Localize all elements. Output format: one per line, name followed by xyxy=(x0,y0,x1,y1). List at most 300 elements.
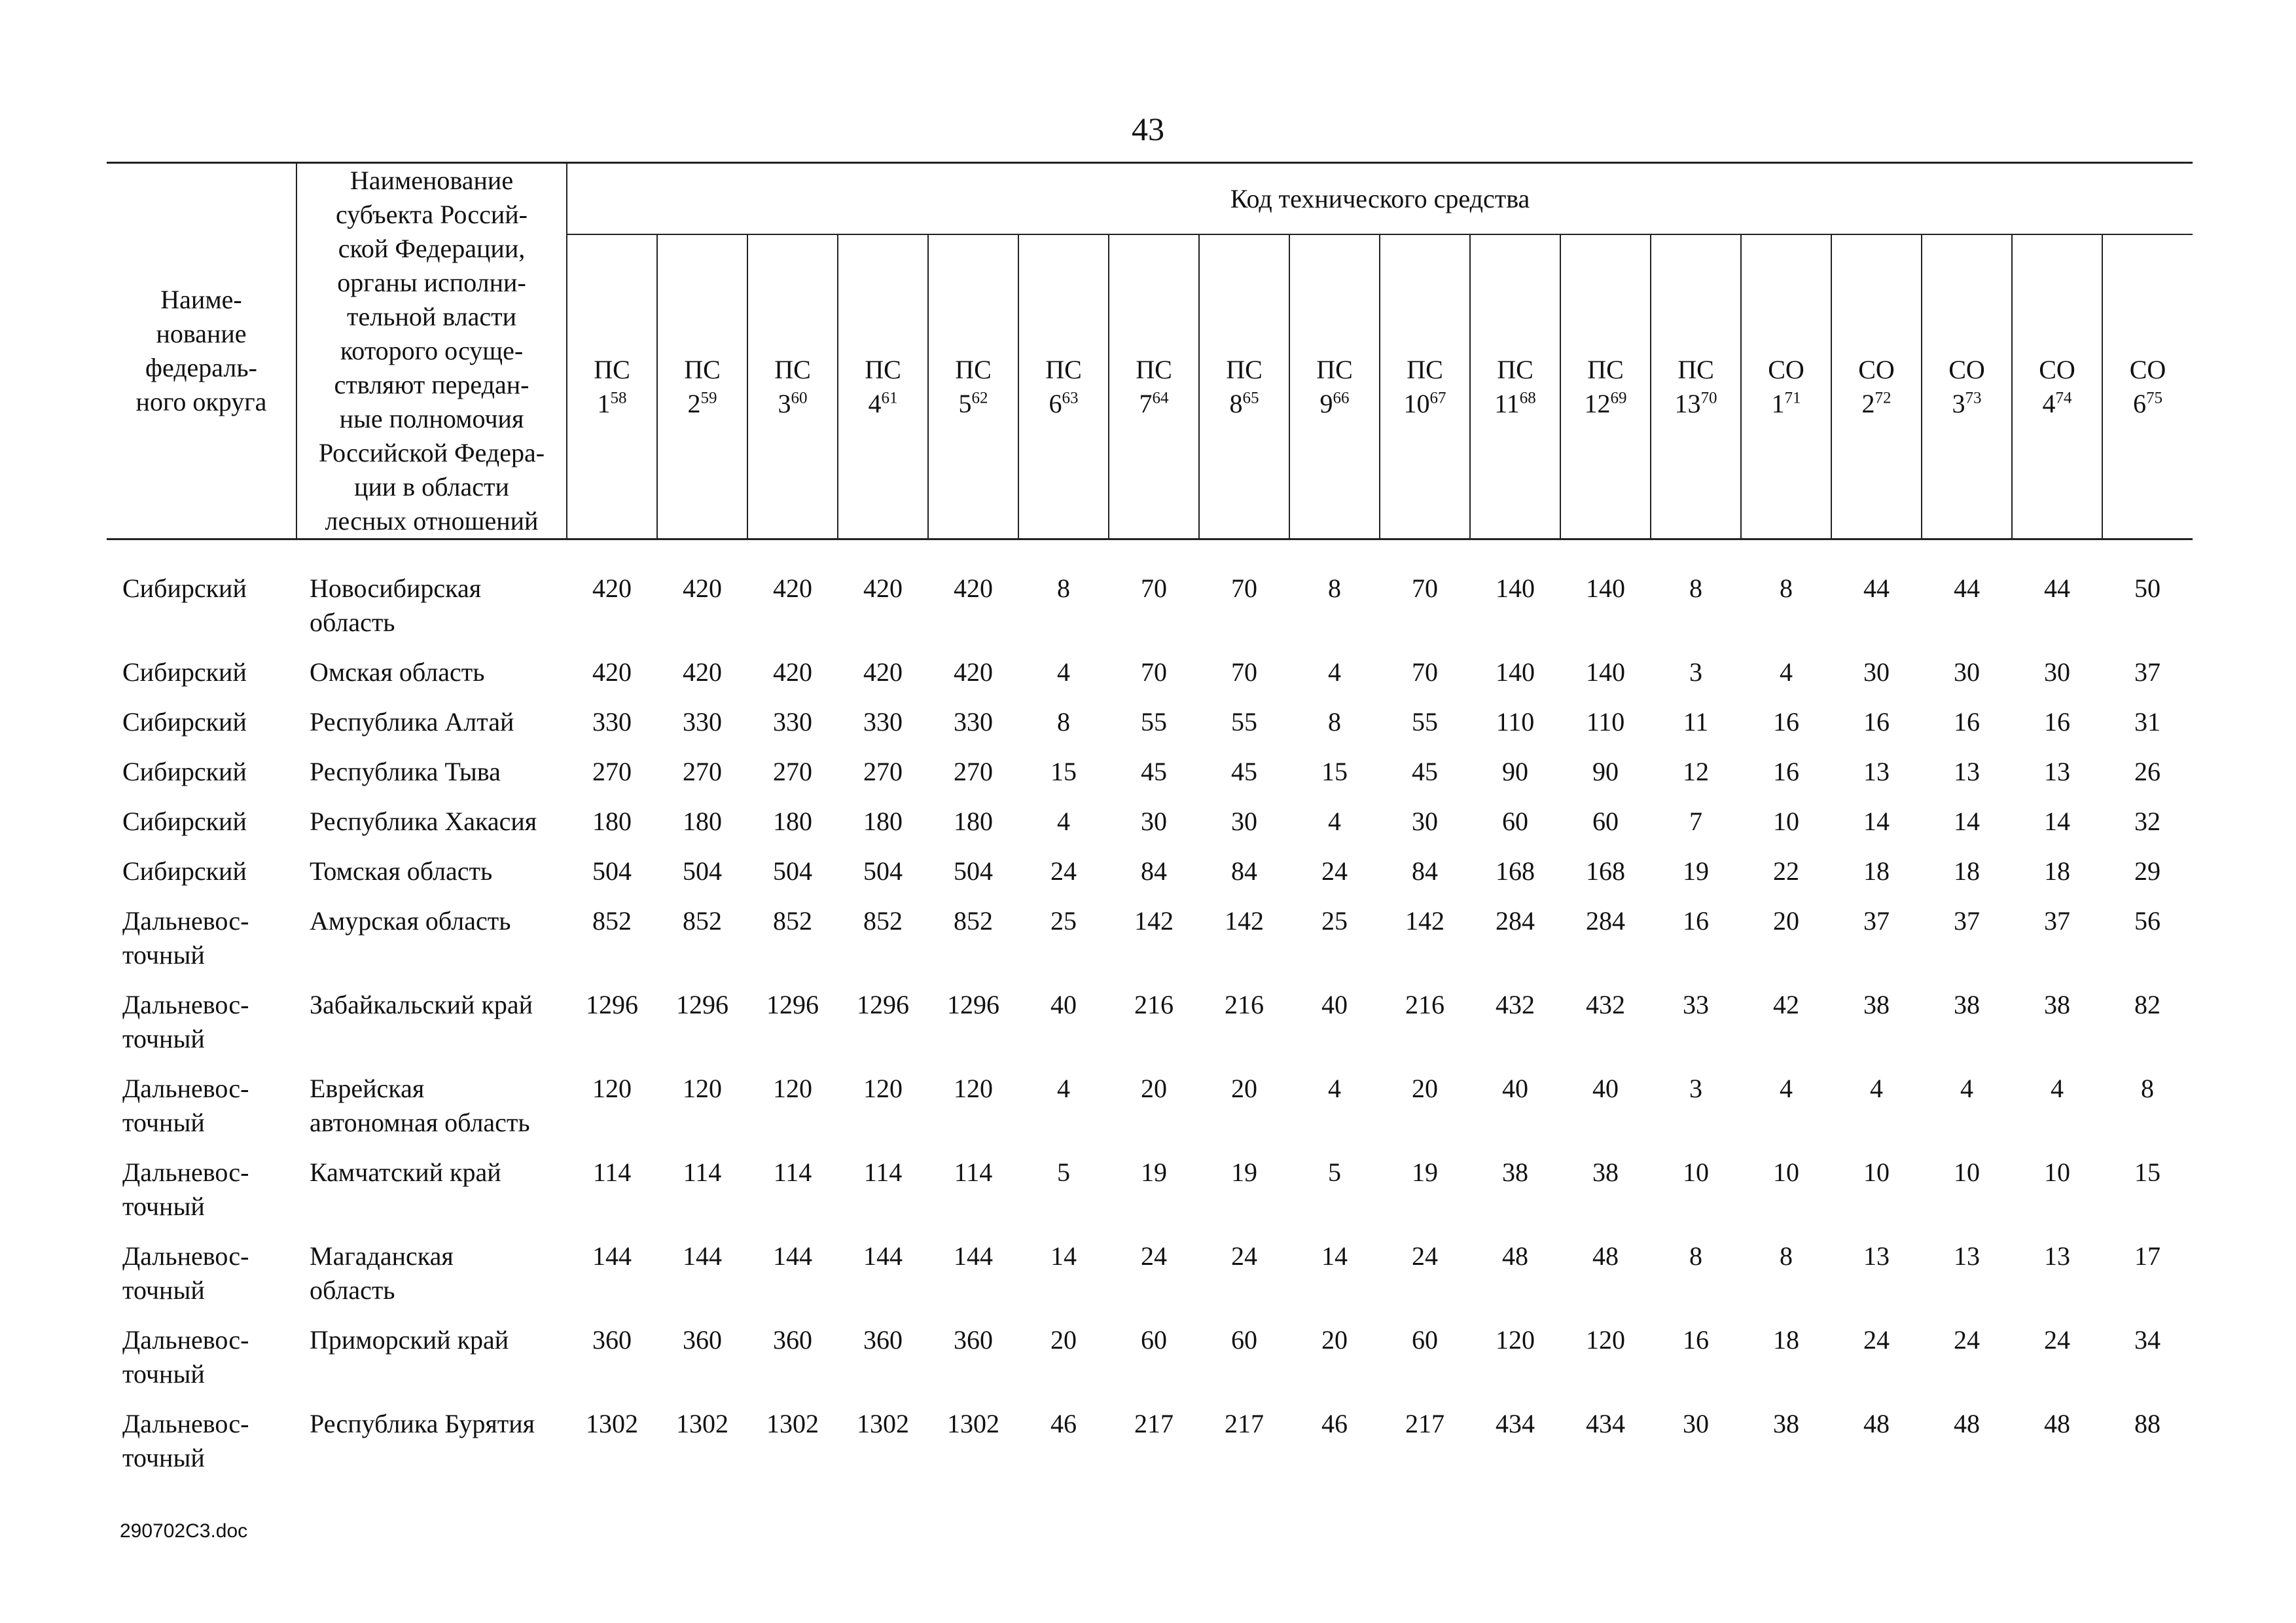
value-cell: 16 xyxy=(1683,906,1709,936)
value-cell: 144 xyxy=(954,1241,993,1271)
code-number xyxy=(1200,387,1289,421)
value-cell: 70 xyxy=(1141,574,1167,603)
value-cell: 216 xyxy=(1405,990,1444,1019)
value-cell: 70 xyxy=(1231,574,1257,603)
value-cell: 14 xyxy=(1863,807,1890,836)
value-cell: 432 xyxy=(1586,990,1625,1019)
code-footnote: 63 xyxy=(1062,389,1079,407)
code-label: СО xyxy=(2129,354,2166,384)
value-cell: 420 xyxy=(863,657,903,687)
value-cell: 14 xyxy=(1954,807,1980,836)
code-label: ПС xyxy=(684,354,721,384)
value-cell: 33 xyxy=(1683,990,1709,1019)
code-number xyxy=(1471,387,1560,421)
value-cell: 38 xyxy=(1773,1409,1799,1438)
header-code-group: Код технического средства xyxy=(567,163,2193,235)
header-row-top xyxy=(107,163,2193,235)
code-number xyxy=(1561,387,1650,421)
subject-cell: Томская область xyxy=(310,856,493,886)
code-number xyxy=(1109,387,1198,421)
code-index: 11 xyxy=(1494,388,1520,418)
value-cell: 1302 xyxy=(857,1409,909,1438)
value-cell: 8 xyxy=(1328,574,1341,603)
value-cell: 60 xyxy=(1231,1325,1257,1355)
value-cell: 60 xyxy=(1141,1325,1167,1355)
value-cell: 434 xyxy=(1496,1409,1535,1438)
code-number xyxy=(748,387,837,421)
table-row xyxy=(107,699,2193,748)
value-cell: 24 xyxy=(1412,1241,1438,1271)
code-index: 2 xyxy=(687,388,701,418)
value-cell: 4 xyxy=(1960,1074,1973,1103)
value-cell: 8 xyxy=(1057,574,1070,603)
value-cell: 82 xyxy=(2134,990,2161,1019)
code-footnote: 65 xyxy=(1242,389,1259,407)
value-cell: 60 xyxy=(1502,807,1528,836)
value-cell: 504 xyxy=(683,856,722,886)
subject-cell: Амурская область xyxy=(310,906,511,936)
code-index: 2 xyxy=(1861,388,1875,418)
value-cell: 38 xyxy=(1592,1158,1619,1187)
district-cell: Дальневос- точный xyxy=(122,990,249,1053)
header-code-4 xyxy=(838,234,928,539)
value-cell: 7 xyxy=(1689,807,1702,836)
code-footnote: 75 xyxy=(2146,389,2163,407)
value-cell: 1296 xyxy=(766,990,819,1019)
value-cell: 360 xyxy=(863,1325,903,1355)
value-cell: 180 xyxy=(773,807,812,836)
value-cell: 120 xyxy=(683,1074,722,1103)
code-number xyxy=(658,387,747,421)
value-cell: 1296 xyxy=(586,990,638,1019)
value-cell: 70 xyxy=(1141,657,1167,687)
value-cell: 40 xyxy=(1592,1074,1619,1103)
value-cell: 1296 xyxy=(676,990,728,1019)
code-label: ПС xyxy=(1677,354,1714,384)
value-cell: 120 xyxy=(592,1074,632,1103)
code-number xyxy=(1290,387,1379,421)
value-cell: 60 xyxy=(1412,1325,1438,1355)
header-code-7 xyxy=(1109,234,1199,539)
district-cell: Сибирский xyxy=(122,856,247,886)
value-cell: 24 xyxy=(1231,1241,1257,1271)
value-cell: 88 xyxy=(2134,1409,2161,1438)
value-cell: 180 xyxy=(954,807,993,836)
value-cell: 217 xyxy=(1225,1409,1264,1438)
table-row xyxy=(107,565,2193,649)
code-label: ПС xyxy=(955,354,992,384)
value-cell: 217 xyxy=(1405,1409,1444,1438)
value-cell: 10 xyxy=(1954,1158,1980,1187)
value-cell: 25 xyxy=(1050,906,1077,936)
code-footnote: 74 xyxy=(2055,389,2072,407)
value-cell: 8 xyxy=(1689,1241,1702,1271)
table-row xyxy=(107,1149,2193,1233)
code-index: 3 xyxy=(778,388,791,418)
code-label: СО xyxy=(2039,354,2075,384)
value-cell: 168 xyxy=(1586,856,1625,886)
value-cell: 15 xyxy=(1321,757,1348,786)
subject-cell: Омская область xyxy=(310,657,485,687)
value-cell: 55 xyxy=(1141,707,1167,737)
subject-cell: Магаданская область xyxy=(310,1241,454,1305)
value-cell: 330 xyxy=(592,707,632,737)
value-cell: 4 xyxy=(1780,657,1793,687)
value-cell: 48 xyxy=(2044,1409,2070,1438)
code-label: ПС xyxy=(1587,354,1624,384)
value-cell: 12 xyxy=(1683,757,1709,786)
code-footnote: 64 xyxy=(1152,389,1169,407)
value-cell: 142 xyxy=(1134,906,1174,936)
value-cell: 852 xyxy=(773,906,812,936)
header-code-15 xyxy=(1831,234,1922,539)
value-cell: 20 xyxy=(1773,906,1799,936)
district-cell: Дальневос- точный xyxy=(122,1241,249,1305)
value-cell: 110 xyxy=(1586,707,1625,737)
value-cell: 48 xyxy=(1863,1409,1890,1438)
value-cell: 852 xyxy=(863,906,903,936)
header-code-16 xyxy=(1922,234,2012,539)
value-cell: 8 xyxy=(1780,574,1793,603)
value-cell: 30 xyxy=(1141,807,1167,836)
value-cell: 4 xyxy=(1870,1074,1883,1103)
subject-cell: Еврейская автономная область xyxy=(310,1074,530,1137)
value-cell: 852 xyxy=(954,906,993,936)
value-cell: 3 xyxy=(1689,1074,1702,1103)
value-cell: 4 xyxy=(2051,1074,2064,1103)
value-cell: 84 xyxy=(1231,856,1257,886)
value-cell: 140 xyxy=(1496,657,1535,687)
value-cell: 44 xyxy=(1954,574,1980,603)
value-cell: 40 xyxy=(1321,990,1348,1019)
value-cell: 90 xyxy=(1502,757,1528,786)
value-cell: 46 xyxy=(1050,1409,1077,1438)
table-row xyxy=(107,798,2193,848)
code-number xyxy=(567,387,656,421)
value-cell: 30 xyxy=(2044,657,2070,687)
value-cell: 20 xyxy=(1412,1074,1438,1103)
header-code-12 xyxy=(1560,234,1651,539)
value-cell: 24 xyxy=(1141,1241,1167,1271)
header-code-5 xyxy=(928,234,1018,539)
value-cell: 10 xyxy=(1683,1158,1709,1187)
page-number: 43 xyxy=(1132,111,1164,147)
table-row xyxy=(107,649,2193,699)
value-cell: 120 xyxy=(773,1074,812,1103)
value-cell: 19 xyxy=(1231,1158,1257,1187)
value-cell: 42 xyxy=(1773,990,1799,1019)
value-cell: 504 xyxy=(773,856,812,886)
value-cell: 70 xyxy=(1412,657,1438,687)
value-cell: 50 xyxy=(2134,574,2161,603)
code-number xyxy=(838,387,927,421)
value-cell: 24 xyxy=(1863,1325,1890,1355)
value-cell: 55 xyxy=(1231,707,1257,737)
code-index: 8 xyxy=(1229,388,1243,418)
value-cell: 45 xyxy=(1231,757,1257,786)
value-cell: 4 xyxy=(1328,807,1341,836)
technical-means-table xyxy=(107,162,2193,1484)
value-cell: 56 xyxy=(2134,906,2161,936)
code-footnote: 62 xyxy=(971,389,988,407)
value-cell: 144 xyxy=(863,1241,903,1271)
value-cell: 1302 xyxy=(676,1409,728,1438)
value-cell: 90 xyxy=(1592,757,1619,786)
value-cell: 31 xyxy=(2134,707,2161,737)
table-row xyxy=(107,981,2193,1065)
value-cell: 144 xyxy=(773,1241,812,1271)
value-cell: 180 xyxy=(592,807,632,836)
value-cell: 284 xyxy=(1586,906,1625,936)
header-code-13 xyxy=(1651,234,1741,539)
value-cell: 140 xyxy=(1586,574,1625,603)
code-label: ПС xyxy=(1136,354,1172,384)
subject-cell: Камчатский край xyxy=(310,1158,501,1187)
value-cell: 70 xyxy=(1412,574,1438,603)
value-cell: 10 xyxy=(1863,1158,1890,1187)
header-code-14 xyxy=(1741,234,1831,539)
value-cell: 330 xyxy=(954,707,993,737)
table-body xyxy=(107,539,2193,1485)
value-cell: 1296 xyxy=(857,990,909,1019)
value-cell: 24 xyxy=(1050,856,1077,886)
value-cell: 110 xyxy=(1496,707,1535,737)
value-cell: 13 xyxy=(2044,757,2070,786)
value-cell: 1302 xyxy=(947,1409,999,1438)
code-index: 10 xyxy=(1403,388,1430,418)
header-code-10 xyxy=(1380,234,1470,539)
value-cell: 16 xyxy=(1773,707,1799,737)
value-cell: 420 xyxy=(592,657,632,687)
code-label: ПС xyxy=(774,354,811,384)
value-cell: 270 xyxy=(954,757,993,786)
value-cell: 420 xyxy=(683,657,722,687)
header-code-18 xyxy=(2102,234,2193,539)
value-cell: 330 xyxy=(863,707,903,737)
code-index: 5 xyxy=(958,388,972,418)
value-cell: 18 xyxy=(1863,856,1890,886)
value-cell: 270 xyxy=(773,757,812,786)
value-cell: 330 xyxy=(683,707,722,737)
value-cell: 8 xyxy=(1689,574,1702,603)
header-district: Наиме- нование федераль- ного округа xyxy=(107,163,296,539)
value-cell: 180 xyxy=(683,807,722,836)
value-cell: 22 xyxy=(1773,856,1799,886)
value-cell: 37 xyxy=(1863,906,1890,936)
code-footnote: 66 xyxy=(1333,389,1350,407)
code-number xyxy=(2013,387,2102,421)
value-cell: 20 xyxy=(1141,1074,1167,1103)
value-cell: 852 xyxy=(592,906,632,936)
value-cell: 11 xyxy=(1683,707,1709,737)
value-cell: 37 xyxy=(1954,906,1980,936)
value-cell: 18 xyxy=(1773,1325,1799,1355)
code-index: 12 xyxy=(1584,388,1611,418)
value-cell: 360 xyxy=(592,1325,632,1355)
table-row xyxy=(107,1317,2193,1400)
header-code-8 xyxy=(1199,234,1289,539)
value-cell: 13 xyxy=(1954,757,1980,786)
code-index: 6 xyxy=(2133,388,2147,418)
value-cell: 20 xyxy=(1321,1325,1348,1355)
code-label: СО xyxy=(1948,354,1985,384)
value-cell: 70 xyxy=(1231,657,1257,687)
value-cell: 13 xyxy=(1863,1241,1890,1271)
value-cell: 16 xyxy=(1773,757,1799,786)
value-cell: 24 xyxy=(2044,1325,2070,1355)
value-cell: 420 xyxy=(954,657,993,687)
value-cell: 13 xyxy=(1954,1241,1980,1271)
code-label: СО xyxy=(1768,354,1804,384)
value-cell: 270 xyxy=(863,757,903,786)
header-code-11 xyxy=(1470,234,1560,539)
value-cell: 48 xyxy=(1592,1241,1619,1271)
value-cell: 44 xyxy=(2044,574,2070,603)
subject-cell: Республика Тыва xyxy=(310,757,501,786)
value-cell: 45 xyxy=(1412,757,1438,786)
value-cell: 30 xyxy=(1954,657,1980,687)
code-footnote: 73 xyxy=(1965,389,1982,407)
value-cell: 8 xyxy=(1328,707,1341,737)
district-cell: Сибирский xyxy=(122,807,247,836)
value-cell: 420 xyxy=(863,574,903,603)
code-number xyxy=(929,387,1018,421)
table-row xyxy=(107,898,2193,981)
value-cell: 30 xyxy=(1231,807,1257,836)
value-cell: 140 xyxy=(1586,657,1625,687)
code-number xyxy=(1832,387,1921,421)
value-cell: 24 xyxy=(1954,1325,1980,1355)
value-cell: 10 xyxy=(2044,1158,2070,1187)
value-cell: 14 xyxy=(1321,1241,1348,1271)
code-footnote: 70 xyxy=(1700,389,1717,407)
header-subject: Наименование субъекта Россий- ской Федерации, органы исполни- тельной власти которого осуще- ствляют передан- ные полномочия Российской Федера- ции в области лесных отношений xyxy=(296,163,567,539)
header-code-2 xyxy=(657,234,747,539)
value-cell: 38 xyxy=(1954,990,1980,1019)
code-number xyxy=(1922,387,2011,421)
value-cell: 10 xyxy=(1773,807,1799,836)
code-number xyxy=(1019,387,1108,421)
subject-cell: Республика Бурятия xyxy=(310,1409,535,1438)
value-cell: 4 xyxy=(1057,807,1070,836)
value-cell: 114 xyxy=(773,1158,812,1187)
value-cell: 30 xyxy=(1683,1409,1709,1438)
value-cell: 168 xyxy=(1496,856,1535,886)
value-cell: 32 xyxy=(2134,807,2161,836)
code-number xyxy=(2103,387,2193,421)
value-cell: 216 xyxy=(1134,990,1174,1019)
value-cell: 16 xyxy=(2044,707,2070,737)
header-code-3 xyxy=(747,234,838,539)
code-footnote: 60 xyxy=(791,389,808,407)
value-cell: 13 xyxy=(2044,1241,2070,1271)
code-footnote: 59 xyxy=(700,389,717,407)
table-row xyxy=(107,1400,2193,1484)
code-footnote: 61 xyxy=(881,389,898,407)
value-cell: 420 xyxy=(773,657,812,687)
code-number xyxy=(1380,387,1469,421)
district-cell: Сибирский xyxy=(122,757,247,786)
value-cell: 420 xyxy=(954,574,993,603)
value-cell: 60 xyxy=(1592,807,1619,836)
value-cell: 30 xyxy=(1863,657,1890,687)
value-cell: 270 xyxy=(592,757,632,786)
value-cell: 37 xyxy=(2134,657,2161,687)
value-cell: 120 xyxy=(954,1074,993,1103)
value-cell: 19 xyxy=(1141,1158,1167,1187)
code-footnote: 68 xyxy=(1519,389,1536,407)
value-cell: 19 xyxy=(1683,856,1709,886)
code-index: 9 xyxy=(1319,388,1333,418)
code-footnote: 69 xyxy=(1610,389,1627,407)
value-cell: 270 xyxy=(683,757,722,786)
value-cell: 4 xyxy=(1328,1074,1341,1103)
district-cell: Сибирский xyxy=(122,574,247,603)
value-cell: 180 xyxy=(863,807,903,836)
value-cell: 40 xyxy=(1502,1074,1528,1103)
value-cell: 40 xyxy=(1050,990,1077,1019)
value-cell: 20 xyxy=(1050,1325,1077,1355)
value-cell: 432 xyxy=(1496,990,1535,1019)
code-index: 1 xyxy=(1771,388,1785,418)
table-row xyxy=(107,1065,2193,1149)
value-cell: 16 xyxy=(1954,707,1980,737)
district-cell: Сибирский xyxy=(122,657,247,687)
table-row xyxy=(107,848,2193,898)
value-cell: 25 xyxy=(1321,906,1348,936)
district-cell: Дальневос- точный xyxy=(122,1409,249,1472)
value-cell: 114 xyxy=(683,1158,722,1187)
value-cell: 4 xyxy=(1057,1074,1070,1103)
code-number xyxy=(1742,387,1831,421)
value-cell: 34 xyxy=(2134,1325,2161,1355)
code-label: ПС xyxy=(1407,354,1443,384)
district-cell: Сибирский xyxy=(122,707,247,737)
subject-cell: Забайкальский край xyxy=(310,990,533,1019)
value-cell: 420 xyxy=(773,574,812,603)
value-cell: 852 xyxy=(683,906,722,936)
value-cell: 504 xyxy=(954,856,993,886)
district-cell: Дальневос- точный xyxy=(122,1074,249,1137)
value-cell: 44 xyxy=(1863,574,1890,603)
code-footnote: 72 xyxy=(1874,389,1892,407)
value-cell: 19 xyxy=(1412,1158,1438,1187)
value-cell: 330 xyxy=(773,707,812,737)
value-cell: 8 xyxy=(2141,1074,2155,1103)
value-cell: 8 xyxy=(1057,707,1070,737)
value-cell: 114 xyxy=(863,1158,903,1187)
value-cell: 46 xyxy=(1321,1409,1348,1438)
value-cell: 217 xyxy=(1134,1409,1174,1438)
code-number xyxy=(1651,387,1740,421)
code-index: 4 xyxy=(2042,388,2056,418)
subject-cell: Республика Алтай xyxy=(310,707,514,737)
value-cell: 10 xyxy=(1773,1158,1799,1187)
value-cell: 16 xyxy=(1863,707,1890,737)
value-cell: 4 xyxy=(1780,1074,1793,1103)
code-label: СО xyxy=(1858,354,1895,384)
code-footnote: 71 xyxy=(1784,389,1801,407)
value-cell: 15 xyxy=(2134,1158,2161,1187)
value-cell: 48 xyxy=(1502,1241,1528,1271)
value-cell: 140 xyxy=(1496,574,1535,603)
value-cell: 16 xyxy=(1683,1325,1709,1355)
code-label: ПС xyxy=(1316,354,1353,384)
value-cell: 1302 xyxy=(586,1409,638,1438)
value-cell: 3 xyxy=(1689,657,1702,687)
value-cell: 4 xyxy=(1057,657,1070,687)
value-cell: 18 xyxy=(1954,856,1980,886)
